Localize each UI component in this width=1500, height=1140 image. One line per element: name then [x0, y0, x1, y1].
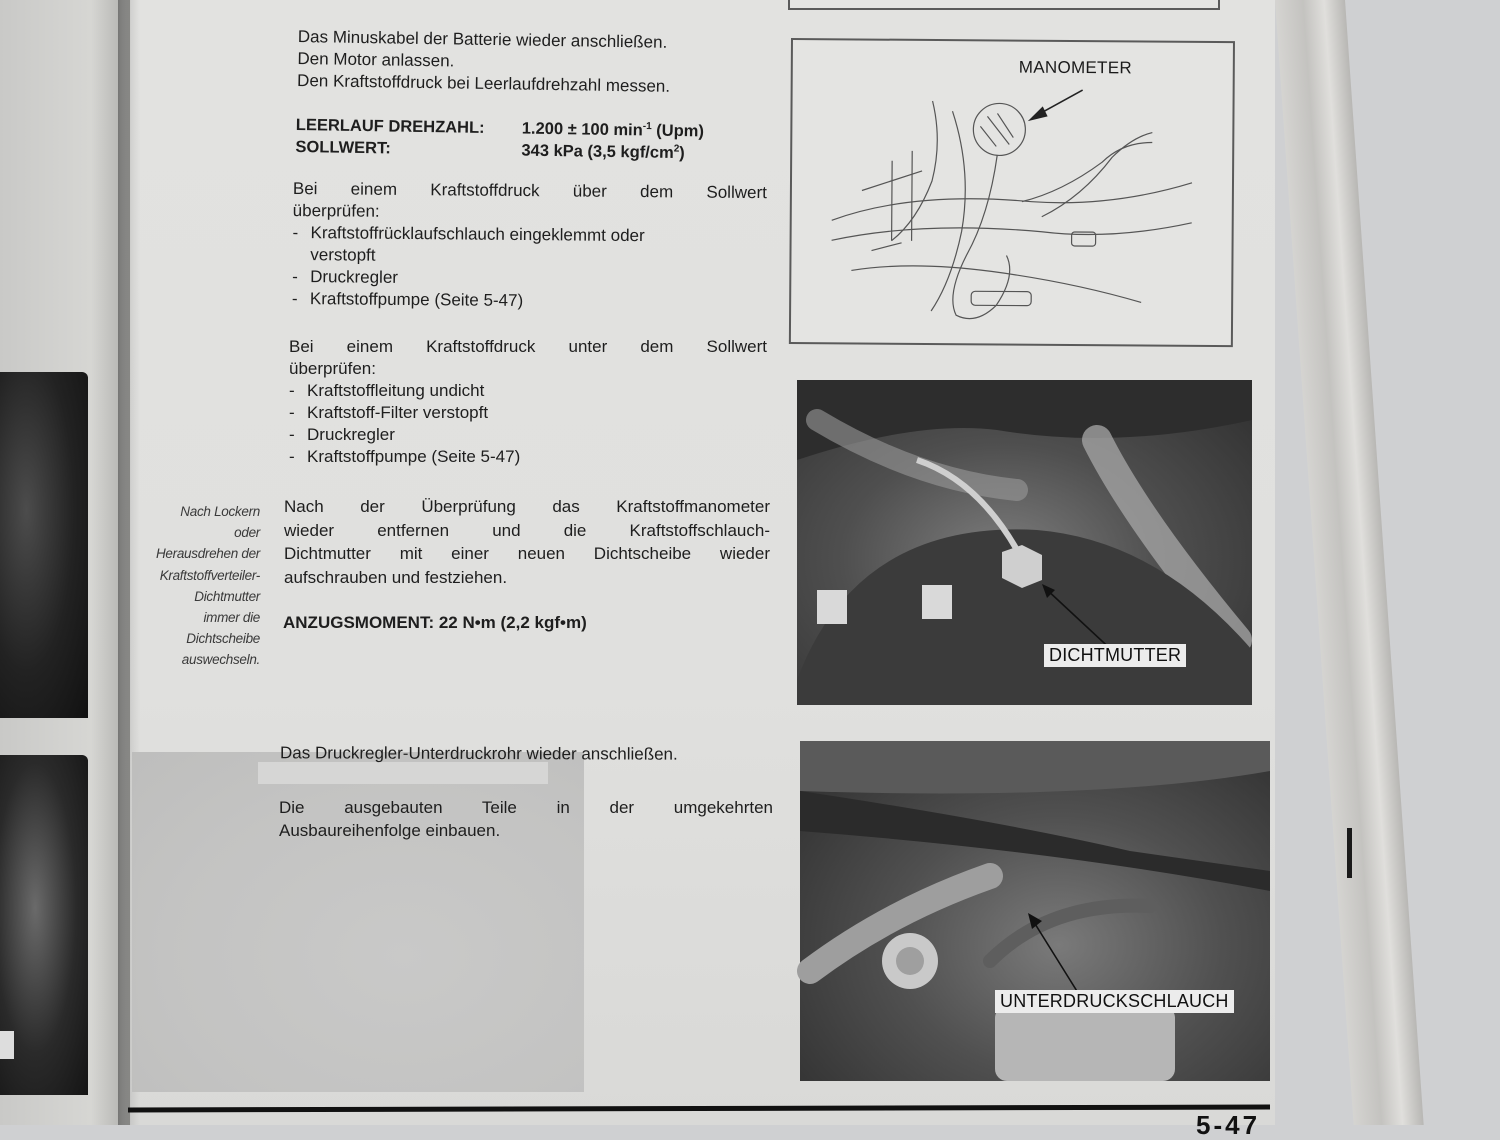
reinstall-instruction: Die ausgebauten Teile in der umgekehrten Ausbaureihenfolge einbauen. — [279, 798, 773, 840]
manometer-label: MANOMETER — [1018, 57, 1133, 78]
check-list-item: - Kraftstoff-Filter verstopft — [289, 402, 767, 424]
spec-value: 1.200 ± 100 $\min^{-1} (Upm)$ — [521, 119, 705, 141]
section-heading: Bei einem Kraftstoffdruck unter dem Sollwert — [289, 337, 767, 356]
margin-note: Nach Lockern oder Herausdrehen der Kraftstoffverteiler- Dichtmutter immer die Dichtscheibe auswechseln. — [155, 504, 260, 668]
after-check-paragraph: Nach der Überprüfung das Kraftstoffmanometer wieder entfernen und die Kraftstoffschlauch- Dichtmutter mit einer neuen Dichtscheibe wieder aufschrauben und festziehen. — [284, 497, 770, 587]
thumb-index-mark — [1347, 828, 1352, 878]
pressure-above-section — [292, 178, 767, 314]
adjacent-page-photo — [0, 755, 88, 1095]
spec-value: 343 kPa (3,5 kgf/$cm^2$) — [521, 141, 685, 163]
check-list — [292, 222, 767, 314]
reconnect-instruction: Das Druckregler-Unterdruckrohr wieder anschließen. — [279, 743, 678, 764]
section-heading: Bei einem Kraftstoffdruck über dem Sollwert — [292, 178, 767, 203]
faded-print-header — [258, 762, 548, 784]
engine-photo-icon — [800, 741, 1270, 1081]
intro-line: Den Kraftstoffdruck bei Leerlaufdrehzahl messen. — [296, 70, 671, 96]
sealing-nut-label: DICHTMUTTER — [1044, 644, 1186, 667]
check-list-item: - Kraftstoffpumpe (Seite 5-47) — [289, 446, 767, 468]
engine-line-drawing-icon — [791, 40, 1233, 345]
pressure-below-section — [289, 336, 767, 468]
section-heading-cont: überprüfen: — [289, 359, 376, 378]
spec-table — [295, 114, 736, 165]
vacuum-hose-label: UNTERDRUCKSCHLAUCH — [995, 990, 1234, 1013]
page-edge-stack — [1275, 0, 1424, 1125]
intro-paragraph — [297, 26, 728, 99]
intro-line: Das Minuskabel der Batterie wieder anschließen. — [297, 26, 668, 52]
manometer-diagram — [789, 38, 1235, 347]
adjacent-page — [0, 0, 130, 1125]
check-list-item: - Kraftstoffrücklaufschlauch eingeklemmt oder verstopft — [292, 222, 766, 270]
adjacent-page-photo — [0, 372, 88, 718]
check-list-item: - Druckregler — [292, 266, 766, 292]
page-number: 5-47 — [1196, 1110, 1261, 1140]
vacuum-hose-photo — [800, 741, 1270, 1081]
check-list-item: - Druckregler — [289, 424, 767, 446]
check-list-item: - Kraftstoffpumpe (Seite 5-47) — [292, 288, 766, 314]
spec-label: LEERLAUF DREHZAHL: — [295, 115, 485, 137]
section-header-box — [788, 0, 1220, 10]
intro-line: Den Motor anlassen. — [297, 48, 455, 71]
torque-spec: ANZUGSMOMENT: 22 N•m (2,2 kgf•m) — [283, 613, 587, 632]
check-list — [289, 380, 767, 468]
spec-label: SOLLWERT: — [295, 137, 391, 158]
section-heading-cont: überprüfen: — [292, 200, 380, 221]
check-list-item: - Kraftstoffleitung undicht — [289, 380, 767, 402]
sealing-nut-photo — [797, 380, 1252, 705]
